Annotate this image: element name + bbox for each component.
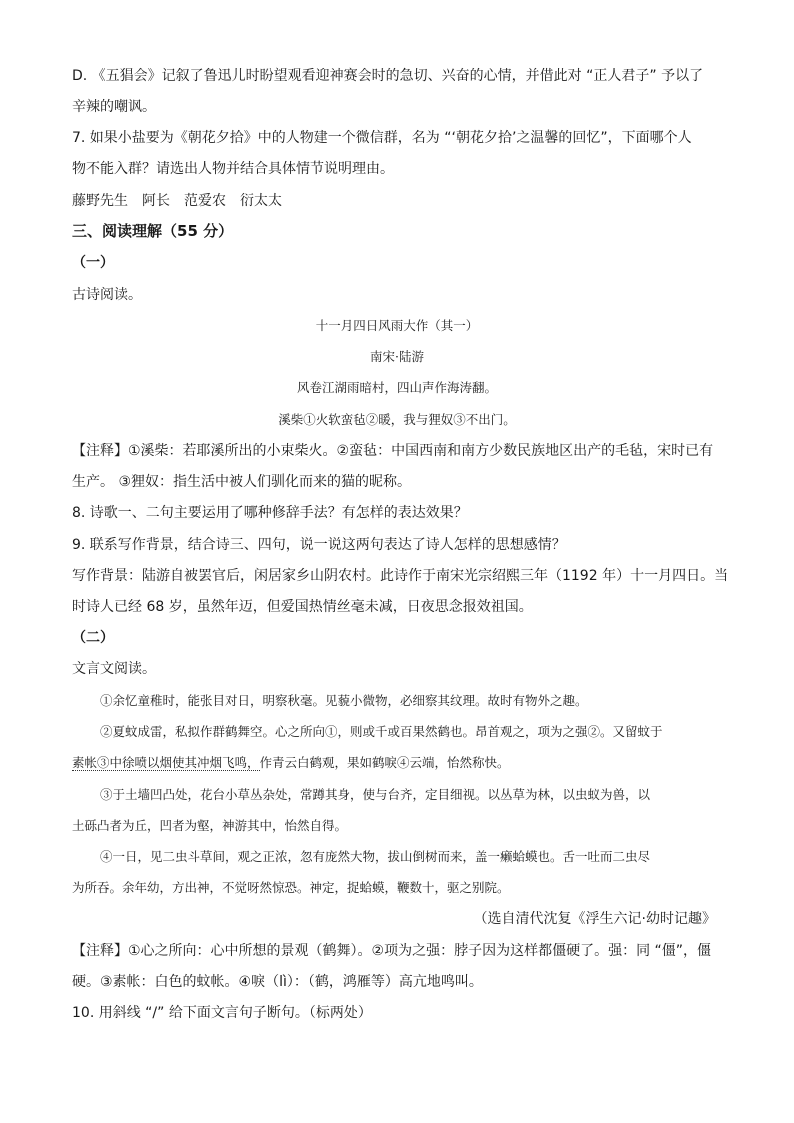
section-3-heading: 三、阅读理解（55 分） (72, 222, 234, 240)
writing-background-line1: 写作背景：陆游自被罢官后，闲居家乡山阴农村。此诗作于南宋光宗绍熙三年（1192 年）十一月四日。当 (72, 568, 729, 584)
prose-paragraph-3-line1: ③于土墙凹凸处，花台小草丛杂处，常蹲其身，使与台齐，定目细视。以丛草为林，以虫蚁为兽，以 (100, 787, 651, 802)
prose-paragraph-4-line1: ④一日，见二虫斗草间，观之正浓，忽有庞然大物，拔山倒树而来，盖一癞蛤蟆也。舌一吐而二虫尽 (100, 849, 651, 864)
prose-paragraph-2-line1: ②夏蚊成雷，私拟作群鹤舞空。心之所向①，则或千或百果然鹤也。昂首观之，项为之强②。又留蚊于 (100, 724, 663, 739)
question-7-options: 藤野先生 阿长 范爱农 衍太太 (72, 193, 282, 209)
poem-author: 南宋·陆游 (370, 349, 424, 364)
question-9: 9. 联系写作背景，结合诗三、四句，说一说这两句表达了诗人怎样的思想感情？ (72, 537, 566, 553)
q6-option-d-line1: D. 《五猖会》记叙了鲁迅儿时盼望观看迎神赛会时的急切、兴奋的心情，并借此对 “正人君子” 予以了 (72, 68, 704, 84)
prose-paragraph-1: ①余忆童稚时，能张目对日，明察秋毫。见藐小微物，必细察其纹理。故时有物外之趣。 (100, 693, 588, 708)
part-1-heading: （一） (72, 255, 114, 271)
prose-paragraph-2-line2 (72, 753, 510, 773)
prose-source: （选自清代沈复《浮生六记·幼时记趣》 (473, 911, 716, 927)
prose-paragraph-3-line2: 土砾凸者为丘，凹者为壑，神游其中，怡然自得。 (72, 818, 348, 833)
writing-background-line2: 时诗人已经 68 岁，虽然年迈，但爱国热情丝毫未减，日夜思念报效祖国。 (72, 599, 533, 615)
prose-notes-line1: 【注释】①心之所向：心中所想的景观（鹤舞）。②项为之强：脖子因为这样都僵硬了。强：同 “僵”，僵 (72, 943, 712, 959)
prose-paragraph-4-line2: 为所吞。余年幼，方出神，不觉呀然惊恐。神定，捉蛤蟆，鞭数十，驱之别院。 (72, 880, 510, 895)
prose-intro: 文言文阅读。 (72, 661, 156, 677)
question-8: 8. 诗歌一、二句主要运用了哪种修辞手法？有怎样的表达效果？ (72, 505, 468, 521)
question-10: 10. 用斜线 “/” 给下面文言句子断句。（标两处） (72, 1005, 372, 1021)
poem-notes-line1: 【注释】①溪柴：若耶溪所出的小束柴火。②蛮毡：中国西南和南方少数民族地区出产的毛毡，宋时已有 (72, 443, 714, 459)
poem-title: 十一月四日风雨大作（其一） (315, 318, 479, 333)
prose-notes-line2: 硬。③素帐：白色的蚊帐。④唳（lì）：（鹤，鸿雁等）高亢地鸣叫。 (72, 974, 483, 990)
prose-paragraph-2-line2-rest: 作青云白鹤观，果如鹤唳④云端，怡然称快。 (259, 755, 510, 770)
q6-option-d-line2: 辛辣的嘲讽。 (72, 99, 156, 115)
poem-line-2: 溪柴①火软蛮毡②暖，我与狸奴③不出门。 (278, 412, 516, 427)
poem-line-1: 风卷江湖雨暗村，四山声作海涛翻。 (296, 380, 497, 395)
poem-intro: 古诗阅读。 (72, 287, 142, 303)
part-2-heading: （二） (72, 630, 114, 646)
sentence-to-punctuate: 素帐③中徐喷以烟使其冲烟飞鸣， (72, 755, 260, 770)
poem-notes-line2: 生产。 ③狸奴：指生活中被人们驯化而来的猫的昵称。 (72, 474, 411, 490)
question-7-line2: 物不能入群？请选出人物并结合具体情节说明理由。 (72, 161, 394, 177)
question-7-line1: 7. 如果小盐要为《朝花夕拾》中的人物建一个微信群，名为 “‘朝花夕拾’之温馨的回忆”，下面哪个人 (72, 130, 692, 146)
